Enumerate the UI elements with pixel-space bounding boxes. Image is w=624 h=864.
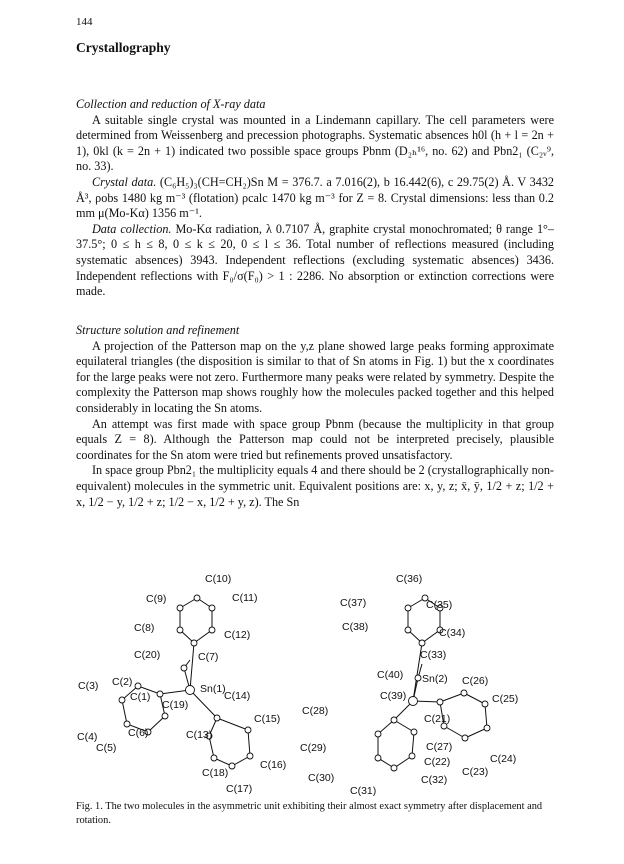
atom-marker — [162, 713, 168, 719]
atom-marker — [209, 627, 215, 633]
bond-line — [217, 718, 248, 730]
atom-label: C(27) — [426, 741, 453, 753]
data-collection-text: Mo-Kα radiation, λ 0.7107 Å, graphite crystal monochromated; θ range 1°–37.5°; 0 ≤ h ≤ 8, 0 ≤ k ≤ 20, 0 ≤ l ≤ 36. Total number of reflections measured (including systematic absences) 3943. Independent reflections (excluding systematic absences) 3436. Independent reflections with F₀/σ(F₀) > 1 : 2286. No absorption or extinction corrections were made. — [76, 221, 555, 299]
atom-marker — [415, 675, 421, 681]
atom-label: C(24) — [490, 753, 517, 765]
atom-label: C(35) — [426, 599, 453, 611]
atom-marker — [191, 640, 197, 646]
atom-marker — [214, 715, 220, 721]
page-number: 144 — [76, 16, 93, 28]
atom-label: C(34) — [439, 627, 466, 639]
atom-label: C(19) — [162, 699, 189, 711]
bond-line — [148, 716, 165, 732]
atom-marker — [186, 686, 195, 695]
section-title: Crystallography — [76, 40, 171, 55]
atom-marker — [247, 753, 253, 759]
bond-line — [440, 693, 464, 702]
atom-label: C(17) — [226, 783, 253, 795]
atom-marker — [405, 605, 411, 611]
figure-caption: Fig. 1. The two molecules in the asymmetric unit exhibiting their almost exact symmetry after displacement and rotation. — [76, 801, 543, 826]
bond-line — [122, 700, 127, 724]
atom-marker — [484, 725, 490, 731]
structure-paragraph-2: An attempt was first made with space group Pbnm (because the multiplicity in that group equals Z = 8). Although the Patterson map could not be interpreted precisely, plausible coordinates for the Sn atom were tried but refinements proved unsatisfactory. — [76, 416, 554, 462]
atom-label: C(8) — [134, 622, 155, 634]
structure-paragraph-3: In space group Pbn2₁ the multiplicity equals 4 and there should be 2 (crystallographically non-equivalent) molecules in the symmetric unit. Equivalent positions are: x, y, z; x̄, ȳ, 1/2 + z; 1/2 + x, 1/2 − y, 1/2 + z; 1/2 − x, 1/2 + y, z). The Sn — [76, 463, 554, 509]
atom-marker — [461, 690, 467, 696]
atom-label: C(2) — [112, 676, 133, 688]
bond-line — [412, 732, 414, 756]
atom-label: C(20) — [134, 649, 161, 661]
atom-label: C(6) — [128, 727, 149, 739]
collection-paragraph-1: A suitable single crystal was mounted in a Lindemann capillary. The cell parameters were determined from Weissenberg and precession photographs. Systematic absences h0l (h + l = 2n + 1), 0kl (k = 2n + 1) indicated two possible space groups Pbnm (D₂ₕ¹⁶, no. 62) and Pbn2₁ (C₂ᵥ⁹, no. 33). — [76, 112, 554, 174]
atom-label: C(13) — [186, 729, 213, 741]
atom-label: C(14) — [224, 690, 251, 702]
atom-marker — [411, 729, 417, 735]
atom-label: C(10) — [205, 573, 232, 585]
atom-label: C(23) — [462, 766, 489, 778]
atom-label: C(31) — [350, 785, 377, 797]
atom-label: C(38) — [342, 621, 369, 633]
atom-label: Sn(1) — [200, 683, 226, 695]
atom-marker — [209, 605, 215, 611]
atom-label: C(5) — [96, 742, 117, 754]
crystal-data-lead: Crystal data. — [92, 174, 157, 189]
atom-marker — [391, 765, 397, 771]
structure-paragraph-1: A projection of the Patterson map on the y,z plane showed large peaks forming approximate equilateral triangles (the disposition is similar to that of Sn atoms in Fig. 1) but the x coordinates for the large peaks were not zero. Furthermore many peaks were related by symmetry. Despite the complexity the Patterson map shows roughly how the molecules packed together and this helped considerably in locating the Sn atoms. — [76, 338, 554, 415]
atom-label: C(28) — [302, 705, 329, 717]
atom-label: C(4) — [77, 731, 98, 743]
atom-marker — [375, 731, 381, 737]
atom-label: C(16) — [260, 759, 287, 771]
atom-label: C(25) — [492, 693, 519, 705]
atom-marker — [177, 605, 183, 611]
crystal-data-paragraph — [76, 175, 554, 222]
data-collection-lead: Data collection. — [92, 221, 172, 236]
atom-label: C(33) — [420, 649, 447, 661]
atom-label: C(15) — [254, 713, 281, 725]
atom-label: C(36) — [396, 573, 423, 585]
atom-label: C(32) — [421, 774, 448, 786]
atom-marker — [419, 640, 425, 646]
bond-line — [465, 728, 487, 738]
atom-label: C(40) — [377, 669, 404, 681]
collection-section — [76, 97, 554, 300]
structure-heading: Structure solution and refinement — [76, 323, 240, 337]
structure-section — [76, 323, 554, 510]
atom-marker — [135, 683, 141, 689]
atom-marker — [409, 697, 418, 706]
atom-marker — [482, 701, 488, 707]
atom-marker — [194, 595, 200, 601]
atom-label: C(30) — [308, 772, 335, 784]
data-collection-paragraph — [76, 222, 554, 300]
atom-marker — [157, 691, 163, 697]
bond-line — [464, 693, 485, 704]
atom-label: C(37) — [340, 597, 367, 609]
bond-line — [248, 730, 250, 756]
atom-marker — [409, 753, 415, 759]
atom-marker — [211, 755, 217, 761]
atom-label: C(22) — [424, 756, 451, 768]
atom-marker — [181, 665, 187, 671]
atom-label: C(39) — [380, 690, 407, 702]
atom-marker — [462, 735, 468, 741]
atom-marker — [375, 755, 381, 761]
atom-label: C(21) — [424, 713, 451, 725]
atom-label: C(29) — [300, 742, 327, 754]
atom-marker — [391, 717, 397, 723]
atom-label: C(12) — [224, 629, 251, 641]
atom-label: C(11) — [232, 592, 258, 604]
atom-label: C(26) — [462, 675, 489, 687]
bond-line — [190, 643, 194, 690]
atom-label: C(18) — [202, 767, 229, 779]
bond-line — [394, 720, 414, 732]
crystal-data-text: (C₆H₅)₃(CH=CH₂)Sn M = 376.7. a 7.016(2), b 16.442(6), c 29.75(2) Å. V 3432 Å³, ρobs 1480 kg m⁻³ (flotation) ρcalc 1470 kg m⁻³ for Z = 8. Crystal dimensions: less than 0.2 mm μ(Mo-Kα) 1356 m⁻¹. — [76, 174, 555, 221]
atom-marker — [245, 727, 251, 733]
atom-label: C(3) — [78, 680, 99, 692]
collection-heading: Collection and reduction of X-ray data — [76, 97, 266, 111]
atom-marker — [437, 699, 443, 705]
atom-marker — [177, 627, 183, 633]
atom-label: C(7) — [198, 651, 219, 663]
atom-marker — [119, 697, 125, 703]
molecule-figure — [72, 568, 562, 800]
atom-label: C(9) — [146, 593, 167, 605]
atom-marker — [229, 763, 235, 769]
atom-label: C(1) — [130, 691, 151, 703]
bond-line — [485, 704, 487, 728]
atom-marker — [405, 627, 411, 633]
bond-line — [444, 726, 465, 738]
atom-label: Sn(2) — [422, 673, 448, 685]
